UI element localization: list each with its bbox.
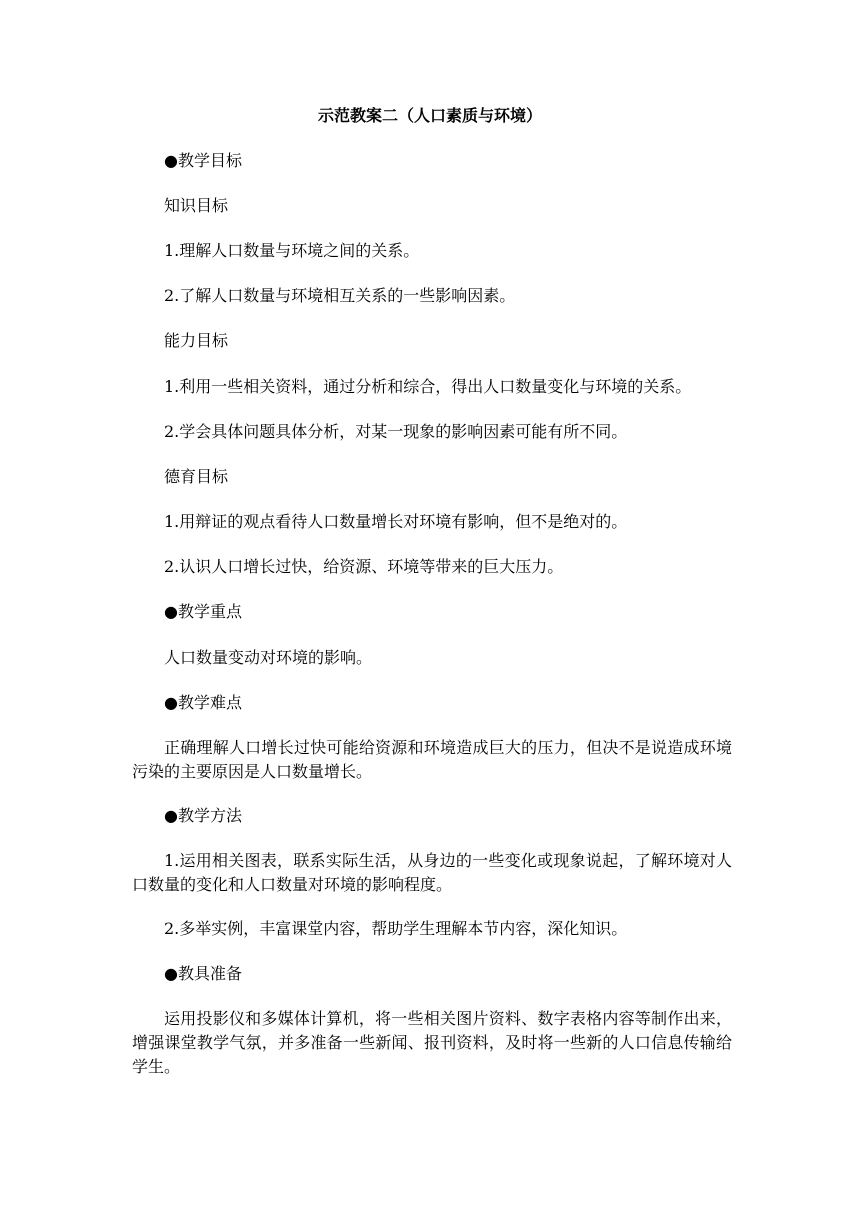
- subheading-ability-goals: 能力目标: [164, 331, 229, 350]
- section-heading-teaching-goals: ●教学目标: [164, 151, 242, 170]
- paragraph-text: 运用投影仪和多媒体计算机，将一些相关图片资料、数字表格内容等制作出来，增强课堂教学气氛，并多准备一些新闻、报刊资料，及时将一些新的人口信息传输给学生。: [132, 1009, 732, 1076]
- section-heading-teaching-aids: ●教具准备: [164, 964, 242, 983]
- list-item: 1.用辩证的观点看待人口数量增长对环境有影响，但不是绝对的。: [164, 512, 628, 531]
- list-item: 2.多举实例，丰富课堂内容，帮助学生理解本节内容，深化知识。: [164, 919, 628, 938]
- paragraph-text: 人口数量变动对环境的影响。: [164, 648, 373, 667]
- subheading-moral-goals: 德育目标: [164, 467, 229, 486]
- section-heading-difficulties: ●教学难点: [164, 693, 242, 712]
- list-item: 1.理解人口数量与环境之间的关系。: [164, 241, 420, 260]
- section-heading-methods: ●教学方法: [164, 806, 242, 825]
- paragraph-text: 正确理解人口增长过快可能给资源和环境造成巨大的压力，但决不是说造成环境污染的主要原因是人口数量增长。: [132, 738, 732, 781]
- document-title: 示范教案二（人口素质与环境）: [317, 106, 542, 125]
- list-item: 1.运用相关图表，联系实际生活，从身边的一些变化或现象说起，了解环境对人口数量的变化和人口数量对环境的影响程度。: [132, 851, 732, 894]
- subheading-knowledge-goals: 知识目标: [164, 196, 229, 215]
- list-item: 2.了解人口数量与环境相互关系的一些影响因素。: [164, 286, 516, 305]
- section-heading-key-points: ●教学重点: [164, 602, 242, 621]
- list-item: 2.认识人口增长过快，给资源、环境等带来的巨大压力。: [164, 557, 564, 576]
- list-item: 1.利用一些相关资料，通过分析和综合，得出人口数量变化与环境的关系。: [164, 377, 692, 396]
- list-item: 2.学会具体问题具体分析，对某一现象的影响因素可能有所不同。: [164, 422, 628, 441]
